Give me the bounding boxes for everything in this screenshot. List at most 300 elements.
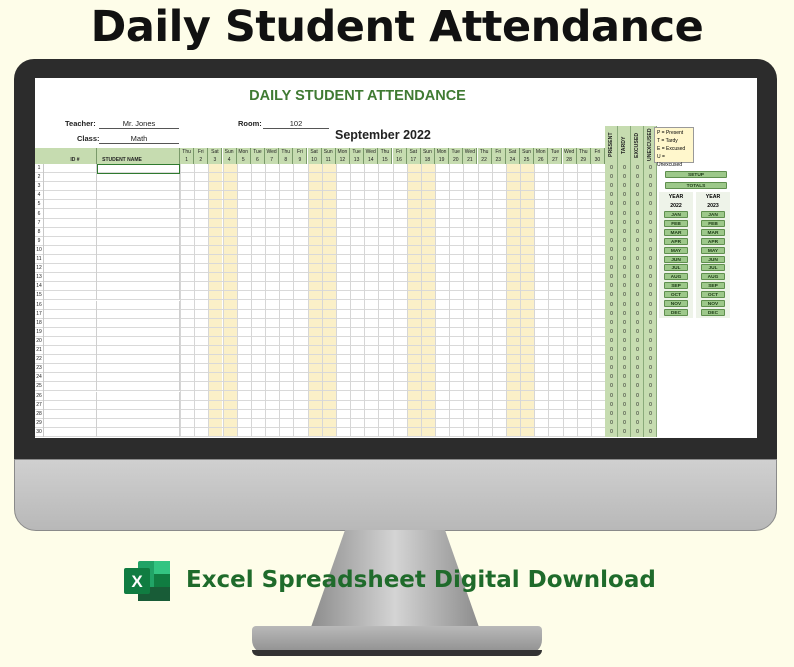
excel-logo-icon <box>124 559 172 603</box>
totals-header-label: UNEXCUSED <box>647 128 653 162</box>
total-cell: 0 <box>623 292 626 299</box>
day-divider <box>548 164 549 437</box>
total-cell: 0 <box>636 356 639 363</box>
day-divider <box>308 164 309 437</box>
row-number: 2 <box>37 174 41 181</box>
day-of-week: Fri <box>296 149 303 155</box>
total-cell: 0 <box>636 192 639 199</box>
month-button-may-2023[interactable]: MAY <box>701 247 725 254</box>
student-id-cell[interactable] <box>43 173 97 182</box>
day-divider <box>407 164 408 437</box>
student-id-cell[interactable] <box>43 328 97 337</box>
day-header[interactable] <box>350 148 364 164</box>
student-id-cell[interactable] <box>43 419 97 428</box>
day-header[interactable] <box>308 148 322 164</box>
total-cell: 0 <box>610 219 613 226</box>
day-header[interactable] <box>506 148 520 164</box>
student-id-cell[interactable] <box>43 337 97 346</box>
row-number: 19 <box>36 328 42 335</box>
totals-header-label: EXCUSED <box>634 132 640 158</box>
total-cell: 0 <box>623 374 626 381</box>
student-name-cell[interactable] <box>97 255 180 264</box>
total-cell: 0 <box>610 165 613 171</box>
day-header[interactable] <box>237 148 251 164</box>
selected-cell[interactable] <box>97 164 180 174</box>
day-divider <box>520 164 521 437</box>
day-header[interactable] <box>293 148 307 164</box>
total-cell: 0 <box>610 246 613 253</box>
total-cell: 0 <box>623 428 626 435</box>
row-number: 23 <box>36 365 42 372</box>
total-cell: 0 <box>649 328 652 335</box>
day-number: 30 <box>594 157 601 163</box>
row-number: 16 <box>36 301 42 308</box>
day-of-week: Wed <box>563 149 575 155</box>
total-cell: 0 <box>649 337 652 344</box>
day-of-week: Thu <box>281 149 291 155</box>
total-cell: 0 <box>623 201 626 208</box>
student-name-cell[interactable] <box>97 200 180 209</box>
student-id-cell[interactable] <box>43 355 97 364</box>
total-cell: 0 <box>623 274 626 281</box>
day-header[interactable] <box>548 148 562 164</box>
day-of-week: Sun <box>323 149 333 155</box>
month-button-jul-2022[interactable]: JUL <box>664 264 688 271</box>
day-number: 21 <box>467 157 473 163</box>
month-button-mar-2022[interactable]: MAR <box>664 229 688 236</box>
day-of-week: Sat <box>409 149 417 155</box>
day-of-week: Tue <box>550 149 560 155</box>
row-number: 5 <box>37 201 41 208</box>
total-cell: 0 <box>610 328 613 335</box>
day-header[interactable] <box>421 148 435 164</box>
day-divider <box>237 164 238 437</box>
student-name-cell[interactable] <box>97 282 180 291</box>
total-cell: 0 <box>636 319 639 326</box>
student-name-cell[interactable] <box>97 382 180 391</box>
day-divider <box>336 164 337 437</box>
student-id-cell[interactable] <box>43 191 97 200</box>
day-header[interactable] <box>378 148 392 164</box>
day-header[interactable] <box>194 148 208 164</box>
totals-header <box>605 126 618 164</box>
day-header[interactable] <box>435 148 449 164</box>
year-value-1[interactable]: 2022 <box>670 203 682 209</box>
student-id-cell[interactable] <box>43 164 97 173</box>
day-header[interactable] <box>322 148 336 164</box>
day-number: 2 <box>199 157 203 163</box>
monitor-chin <box>14 459 777 531</box>
total-cell: 0 <box>636 210 639 217</box>
total-cell: 0 <box>649 237 652 244</box>
total-cell: 0 <box>649 292 652 299</box>
student-name-cell[interactable] <box>97 173 180 182</box>
student-id-cell[interactable] <box>43 273 97 282</box>
total-cell: 0 <box>636 401 639 408</box>
student-name-cell[interactable] <box>97 346 180 355</box>
total-cell: 0 <box>610 210 613 217</box>
student-id-cell[interactable] <box>43 210 97 219</box>
attendance-legend <box>654 127 694 168</box>
legend-item: E = Excused <box>657 146 686 152</box>
day-header[interactable] <box>591 148 605 164</box>
day-header[interactable] <box>577 148 591 164</box>
day-number: 26 <box>537 157 544 163</box>
total-cell: 0 <box>610 292 613 299</box>
month-button-may-2022[interactable]: MAY <box>664 247 688 254</box>
month-button-aug-2023[interactable]: AUG <box>701 273 725 280</box>
day-header[interactable] <box>279 148 293 164</box>
total-cell: 0 <box>610 256 613 262</box>
student-id-cell[interactable] <box>43 401 97 410</box>
student-name-cell[interactable] <box>97 364 180 373</box>
student-id-cell[interactable] <box>43 301 97 310</box>
day-number: 29 <box>580 157 587 163</box>
day-number: 15 <box>382 157 388 163</box>
total-cell: 0 <box>649 256 652 262</box>
day-divider <box>393 164 394 437</box>
total-cell: 0 <box>610 237 613 244</box>
total-cell: 0 <box>623 283 626 290</box>
day-divider <box>492 164 493 437</box>
day-number: 23 <box>495 157 502 163</box>
total-cell: 0 <box>610 374 613 381</box>
total-cell: 0 <box>636 337 639 344</box>
teacher-field[interactable]: Mr. Jones <box>99 119 179 129</box>
day-header[interactable] <box>180 148 194 164</box>
student-name-cell[interactable] <box>97 237 180 246</box>
day-divider <box>421 164 422 437</box>
day-of-week: Tue <box>253 149 262 155</box>
total-cell: 0 <box>649 210 652 217</box>
day-number: 3 <box>213 157 217 163</box>
day-of-week: Wed <box>365 149 376 155</box>
row-number: 28 <box>36 410 42 417</box>
room-field[interactable]: 102 <box>263 119 329 129</box>
student-name-cell[interactable] <box>97 319 180 328</box>
student-id-cell[interactable] <box>43 346 97 355</box>
student-id-cell[interactable] <box>43 228 97 237</box>
day-of-week: Sat <box>211 149 219 155</box>
total-cell: 0 <box>649 183 652 190</box>
total-cell: 0 <box>623 319 626 326</box>
month-button-oct-2022[interactable]: OCT <box>664 291 688 298</box>
totals-header <box>618 126 631 164</box>
day-of-week: Fri <box>594 149 601 155</box>
day-divider <box>449 164 450 437</box>
month-button-aug-2022[interactable]: AUG <box>664 273 688 280</box>
total-cell: 0 <box>636 265 639 272</box>
student-id-cell[interactable] <box>43 364 97 373</box>
student-name-cell[interactable] <box>97 392 180 401</box>
student-name-cell[interactable] <box>97 246 180 255</box>
total-cell: 0 <box>623 383 626 390</box>
day-divider <box>534 164 535 437</box>
day-number: 7 <box>270 157 273 163</box>
total-cell: 0 <box>649 401 652 408</box>
total-cell: 0 <box>636 365 639 372</box>
student-name-cell[interactable] <box>97 301 180 310</box>
student-name-cell[interactable] <box>97 191 180 200</box>
day-number: 1 <box>185 157 188 163</box>
day-divider <box>208 164 209 437</box>
month-button-oct-2023[interactable]: OCT <box>701 291 725 298</box>
day-header[interactable] <box>265 148 279 164</box>
month-button-jun-2022[interactable]: JUN <box>664 256 688 263</box>
row-number: 12 <box>36 265 42 272</box>
total-cell: 0 <box>636 383 639 390</box>
row-number: 29 <box>36 419 42 426</box>
day-header[interactable] <box>449 148 463 164</box>
total-cell: 0 <box>636 174 639 181</box>
student-name-cell[interactable] <box>97 219 180 228</box>
student-name-cell[interactable] <box>97 291 180 300</box>
total-cell: 0 <box>649 410 652 417</box>
student-id-cell[interactable] <box>43 382 97 391</box>
total-cell: 0 <box>623 347 626 353</box>
student-id-cell[interactable] <box>43 310 97 319</box>
total-cell: 0 <box>636 419 639 426</box>
month-button-jul-2023[interactable]: JUL <box>701 264 725 271</box>
total-cell: 0 <box>610 265 613 272</box>
day-of-week: Wed <box>464 149 475 155</box>
day-number: 17 <box>410 157 417 163</box>
day-header[interactable] <box>393 148 407 164</box>
total-cell: 0 <box>610 183 613 190</box>
legend-item: T = Tardy <box>657 138 678 144</box>
month-button-feb-2022[interactable]: FEB <box>664 220 688 227</box>
day-of-week: Thu <box>182 149 191 155</box>
month-button-jun-2023[interactable]: JUN <box>701 256 725 263</box>
total-cell: 0 <box>649 283 652 290</box>
day-of-week: Mon <box>238 149 249 155</box>
student-id-cell[interactable] <box>43 392 97 401</box>
student-id-cell[interactable] <box>43 410 97 419</box>
total-cell: 0 <box>623 246 626 253</box>
row-number: 25 <box>36 383 42 390</box>
student-name-cell[interactable] <box>97 337 180 346</box>
total-cell: 0 <box>636 374 639 381</box>
student-id-cell[interactable] <box>43 319 97 328</box>
month-button-apr-2022[interactable]: APR <box>664 238 688 245</box>
student-name-cell[interactable] <box>97 401 180 410</box>
total-cell: 0 <box>649 383 652 390</box>
day-header[interactable] <box>463 148 477 164</box>
student-name-cell[interactable] <box>97 264 180 273</box>
total-cell: 0 <box>636 283 639 290</box>
day-number: 20 <box>452 157 459 163</box>
student-name-cell[interactable] <box>97 373 180 382</box>
student-id-cell[interactable] <box>43 428 97 437</box>
total-cell: 0 <box>623 183 626 190</box>
legend-item: P = Present <box>657 130 684 136</box>
day-of-week: Sun <box>422 149 432 155</box>
total-cell: 0 <box>636 201 639 208</box>
student-id-cell[interactable] <box>43 182 97 191</box>
day-header[interactable] <box>364 148 378 164</box>
total-cell: 0 <box>636 274 639 281</box>
total-cell: 0 <box>610 310 613 317</box>
row-number: 30 <box>36 428 42 435</box>
student-id-cell[interactable] <box>43 264 97 273</box>
month-button-dec-2023[interactable]: DEC <box>701 309 725 316</box>
day-of-week: Fri <box>197 149 204 155</box>
day-number: 8 <box>284 157 288 163</box>
name-header-label: STUDENT NAME <box>102 157 142 163</box>
student-name-cell[interactable] <box>97 410 180 419</box>
day-divider <box>463 164 464 437</box>
month-button-apr-2023[interactable]: APR <box>701 238 725 245</box>
student-id-cell[interactable] <box>43 237 97 246</box>
day-number: 16 <box>396 157 402 163</box>
row-number: 18 <box>36 319 42 326</box>
student-id-cell[interactable] <box>43 282 97 291</box>
id-divider <box>43 164 44 437</box>
total-cell: 0 <box>623 328 626 335</box>
promo-caption: Excel Spreadsheet Digital Download <box>186 567 656 593</box>
student-name-cell[interactable] <box>97 228 180 237</box>
total-cell: 0 <box>623 174 626 181</box>
student-id-cell[interactable] <box>43 246 97 255</box>
day-number: 24 <box>509 157 516 163</box>
row-number: 27 <box>36 401 42 408</box>
total-cell: 0 <box>649 428 652 435</box>
total-cell: 0 <box>623 256 626 262</box>
total-cell: 0 <box>636 228 639 235</box>
total-cell: 0 <box>649 219 652 226</box>
day-of-week: Thu <box>380 149 390 155</box>
row-number: 11 <box>36 256 42 262</box>
day-of-week: Mon <box>535 149 546 155</box>
student-id-cell[interactable] <box>43 200 97 209</box>
day-header[interactable] <box>563 148 577 164</box>
student-name-cell[interactable] <box>97 428 180 437</box>
total-cell: 0 <box>636 165 639 171</box>
total-cell: 0 <box>623 419 626 426</box>
day-number: 9 <box>298 157 302 163</box>
day-header[interactable] <box>492 148 506 164</box>
row-number: 17 <box>36 310 42 317</box>
student-name-cell[interactable] <box>97 210 180 219</box>
row-number: 26 <box>36 392 42 399</box>
student-name-cell[interactable] <box>97 355 180 364</box>
class-label: Class: <box>77 134 100 143</box>
student-id-cell[interactable] <box>43 255 97 264</box>
total-cell: 0 <box>636 301 639 308</box>
total-cell: 0 <box>649 274 652 281</box>
total-cell: 0 <box>610 228 613 235</box>
total-cell: 0 <box>649 374 652 381</box>
day-header[interactable] <box>336 148 350 164</box>
total-cell: 0 <box>649 419 652 426</box>
student-id-cell[interactable] <box>43 291 97 300</box>
student-name-cell[interactable] <box>97 182 180 191</box>
student-id-cell[interactable] <box>43 373 97 382</box>
month-button-sep-2022[interactable]: SEP <box>664 282 688 289</box>
student-name-cell[interactable] <box>97 419 180 428</box>
day-divider <box>350 164 351 437</box>
day-number: 27 <box>552 157 558 163</box>
totals-button[interactable]: TOTALS <box>665 182 727 189</box>
month-button-nov-2022[interactable]: NOV <box>664 300 688 307</box>
month-button-feb-2023[interactable]: FEB <box>701 220 725 227</box>
day-number: 14 <box>367 157 374 163</box>
day-header[interactable] <box>208 148 222 164</box>
total-cell: 0 <box>636 347 639 353</box>
totals-header-label: PRESENT <box>608 132 614 158</box>
day-header[interactable] <box>223 148 237 164</box>
day-number: 28 <box>566 157 572 163</box>
total-cell: 0 <box>636 410 639 417</box>
student-name-cell[interactable] <box>97 310 180 319</box>
day-divider <box>293 164 294 437</box>
total-cell: 0 <box>649 201 652 208</box>
row-number: 20 <box>36 337 42 344</box>
total-cell: 0 <box>610 365 613 372</box>
student-name-cell[interactable] <box>97 328 180 337</box>
day-of-week: Sun <box>522 149 532 155</box>
day-divider <box>194 164 195 437</box>
total-cell: 0 <box>623 210 626 217</box>
sheet-title: DAILY STUDENT ATTENDANCE <box>249 88 466 104</box>
month-button-nov-2023[interactable]: NOV <box>701 300 725 307</box>
student-name-cell[interactable] <box>97 273 180 282</box>
day-of-week: Sat <box>508 149 517 155</box>
total-cell: 0 <box>623 365 626 372</box>
total-cell: 0 <box>649 347 652 353</box>
day-header[interactable] <box>478 148 492 164</box>
month-button-mar-2023[interactable]: MAR <box>701 229 725 236</box>
row-number: 10 <box>36 246 42 253</box>
class-field[interactable]: Math <box>99 134 179 144</box>
year-value-2[interactable]: 2023 <box>707 203 719 209</box>
row-number: 3 <box>37 183 41 190</box>
day-header[interactable] <box>520 148 534 164</box>
month-button-sep-2023[interactable]: SEP <box>701 282 725 289</box>
total-cell: 0 <box>649 392 652 399</box>
day-header[interactable] <box>251 148 265 164</box>
row-number: 9 <box>37 237 41 244</box>
month-button-jan-2022[interactable]: JAN <box>664 211 688 218</box>
totals-header <box>631 126 644 164</box>
day-number: 13 <box>353 157 360 163</box>
day-number: 19 <box>438 157 445 163</box>
total-cell: 0 <box>610 283 613 290</box>
row-number: 22 <box>36 356 42 363</box>
total-cell: 0 <box>636 183 639 190</box>
day-divider <box>563 164 564 437</box>
month-button-dec-2022[interactable]: DEC <box>664 309 688 316</box>
month-title: September 2022 <box>335 128 431 142</box>
total-cell: 0 <box>610 192 613 199</box>
total-cell: 0 <box>649 165 652 171</box>
day-divider <box>279 164 280 437</box>
total-cell: 0 <box>636 292 639 299</box>
spreadsheet-screen <box>35 78 757 438</box>
day-number: 11 <box>325 157 331 163</box>
day-of-week: Tue <box>352 149 361 155</box>
day-number: 12 <box>339 157 346 163</box>
student-id-cell[interactable] <box>43 219 97 228</box>
day-divider <box>265 164 266 437</box>
day-header[interactable] <box>407 148 421 164</box>
day-divider <box>322 164 323 437</box>
day-number: 10 <box>311 157 317 163</box>
id-header-label: ID # <box>70 157 80 163</box>
setup-button[interactable]: SETUP <box>665 171 727 178</box>
month-button-jan-2023[interactable]: JAN <box>701 211 725 218</box>
day-header[interactable] <box>534 148 548 164</box>
